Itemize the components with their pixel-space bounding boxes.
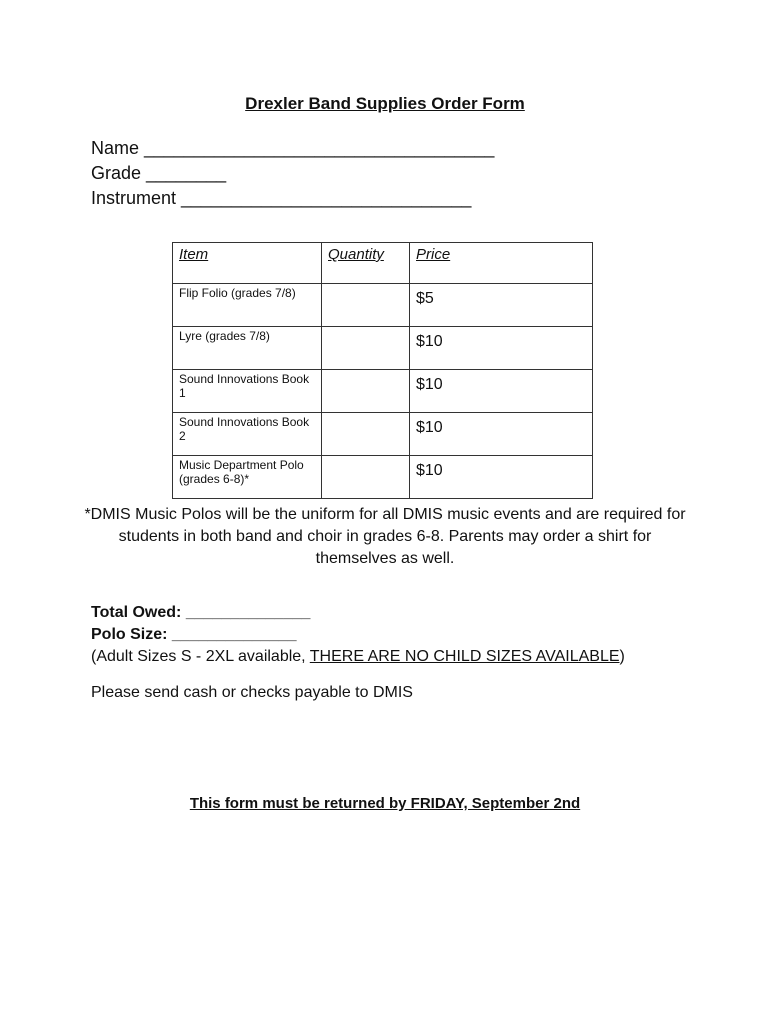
header-price: Price	[410, 243, 593, 284]
quantity-cell[interactable]	[322, 456, 410, 499]
supplies-table	[172, 242, 593, 499]
table-header-row	[173, 243, 593, 284]
instrument-field[interactable]: Instrument _____________________________	[91, 188, 472, 208]
sizes-emphasis: THERE ARE NO CHILD SIZES AVAILABLE	[309, 648, 620, 665]
header-item: Item	[173, 243, 322, 284]
sizes-line	[91, 646, 625, 668]
item-cell: Lyre (grades 7/8)	[173, 327, 322, 370]
price-cell: $10	[410, 456, 593, 499]
polo-size-field[interactable]: Polo Size: ______________	[91, 626, 297, 643]
grade-field[interactable]: Grade ________	[91, 163, 227, 183]
header-quantity: Quantity	[322, 243, 410, 284]
quantity-cell[interactable]	[322, 327, 410, 370]
payment-instructions: Please send cash or checks payable to DMIS	[91, 684, 413, 701]
item-cell: Sound Innovations Book 1	[173, 370, 322, 413]
form-title: Drexler Band Supplies Order Form	[245, 94, 525, 113]
total-owed-field[interactable]: Total Owed: ______________	[91, 604, 311, 621]
price-cell: $10	[410, 413, 593, 456]
table-row	[173, 284, 593, 327]
name-field[interactable]: Name ___________________________________	[91, 138, 495, 158]
price-cell: $10	[410, 327, 593, 370]
deadline-notice: This form must be returned by FRIDAY, September 2nd	[189, 795, 581, 812]
quantity-cell[interactable]	[322, 413, 410, 456]
polo-note: *DMIS Music Polos will be the uniform for all DMIS music events and are required for students in both band and choir in grades 6-8. Parents may order a shirt for themselves as well.	[84, 506, 686, 567]
item-cell: Flip Folio (grades 7/8)	[173, 284, 322, 327]
table-row	[173, 327, 593, 370]
sizes-prefix: (Adult Sizes S - 2XL available,	[91, 648, 310, 665]
price-cell: $5	[410, 284, 593, 327]
item-cell: Sound Innovations Book 2	[173, 413, 322, 456]
sizes-suffix: )	[619, 648, 625, 665]
item-cell: Music Department Polo (grades 6-8)*	[173, 456, 322, 499]
table-row	[173, 456, 593, 499]
quantity-cell[interactable]	[322, 370, 410, 413]
quantity-cell[interactable]	[322, 284, 410, 327]
table-row	[173, 413, 593, 456]
totals-block	[91, 602, 625, 668]
table-row	[173, 370, 593, 413]
price-cell: $10	[410, 370, 593, 413]
